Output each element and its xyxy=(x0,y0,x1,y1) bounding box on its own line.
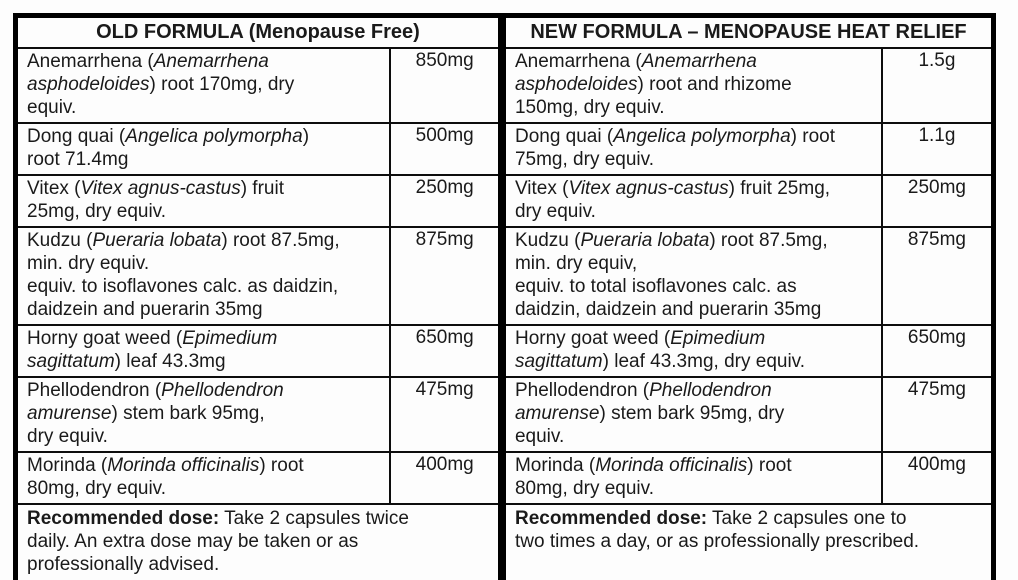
old-ingredient-cell xyxy=(16,227,391,325)
text-line: 25mg, dry equiv. xyxy=(27,201,167,222)
old-ingredient-cell xyxy=(16,48,391,123)
old-ingredient-cell xyxy=(16,452,391,504)
ingredient-row xyxy=(16,175,994,227)
text-line: Phellodendron (Phellodendron xyxy=(27,380,284,401)
old-ingredient-cell xyxy=(16,325,391,377)
text-line: amurense) stem bark 95mg, dry xyxy=(514,403,785,424)
text-line: equiv. to total isoflavones calc. as xyxy=(514,276,797,297)
text-line: equiv. to isoflavones calc. as daidzin, xyxy=(27,276,339,297)
text-line: sagittatum) leaf 43.3mg xyxy=(27,351,226,372)
text-line: root 71.4mg xyxy=(27,149,129,170)
text-line: Horny goat weed (Epimedium xyxy=(27,328,278,349)
text-line: Recommended dose: Take 2 capsules twice xyxy=(27,508,409,529)
ingredient-row xyxy=(16,227,994,325)
ingredient-row xyxy=(16,452,994,504)
new-amount-cell: 475mg xyxy=(882,377,994,452)
old-formula-recommended-dose xyxy=(16,504,502,580)
text-line: dry equiv. xyxy=(27,426,108,447)
text-line: Morinda (Morinda officinalis) root xyxy=(27,455,304,476)
old-amount-cell: 875mg xyxy=(390,227,502,325)
old-amount-cell: 400mg xyxy=(390,452,502,504)
text-line: 150mg, dry equiv. xyxy=(514,97,665,118)
new-amount-cell: 875mg xyxy=(882,227,994,325)
ingredient-row xyxy=(16,377,994,452)
old-ingredient-cell xyxy=(16,175,391,227)
new-ingredient-cell xyxy=(502,123,882,175)
text-line: asphodeloides) root 170mg, dry xyxy=(27,74,295,95)
new-ingredient-cell xyxy=(502,48,882,123)
new-ingredient-cell xyxy=(502,175,882,227)
text-line: Dong quai (Angelica polymorpha) root xyxy=(514,126,836,147)
text-line: Morinda (Morinda officinalis) root xyxy=(514,455,792,476)
text-line: Vitex (Vitex agnus-castus) fruit 25mg, xyxy=(514,178,831,199)
new-amount-cell: 250mg xyxy=(882,175,994,227)
text-line: 80mg, dry equiv. xyxy=(27,478,167,499)
ingredient-row xyxy=(16,48,994,123)
new-ingredient-cell xyxy=(502,377,882,452)
new-formula-header: NEW FORMULA – MENOPAUSE HEAT RELIEF xyxy=(502,16,994,49)
new-amount-cell: 1.1g xyxy=(882,123,994,175)
text-line: Anemarrhena (Anemarrhena xyxy=(27,51,269,72)
text-line: Phellodendron (Phellodendron xyxy=(514,380,772,401)
text-line: sagittatum) leaf 43.3mg, dry equiv. xyxy=(514,351,806,372)
text-line: asphodeloides) root and rhizome xyxy=(514,74,792,95)
text-line: Kudzu (Pueraria lobata) root 87.5mg, xyxy=(514,230,828,251)
new-amount-cell: 400mg xyxy=(882,452,994,504)
text-line: Dong quai (Angelica polymorpha) xyxy=(27,126,310,147)
old-formula-header: OLD FORMULA (Menopause Free) xyxy=(16,16,502,49)
text-line: 80mg, dry equiv. xyxy=(514,478,655,499)
new-ingredient-cell xyxy=(502,325,882,377)
new-formula-recommended-dose xyxy=(502,504,994,580)
text-line: Anemarrhena (Anemarrhena xyxy=(514,51,757,72)
footer-row xyxy=(16,504,994,580)
old-amount-cell: 475mg xyxy=(390,377,502,452)
text-line: Kudzu (Pueraria lobata) root 87.5mg, xyxy=(27,230,340,251)
text-line: professionally advised. xyxy=(27,554,220,575)
text-line: 75mg, dry equiv. xyxy=(514,149,655,170)
text-line: amurense) stem bark 95mg, xyxy=(27,403,265,424)
old-amount-cell: 500mg xyxy=(390,123,502,175)
ingredient-row xyxy=(16,325,994,377)
new-ingredient-cell xyxy=(502,452,882,504)
text-line: Vitex (Vitex agnus-castus) fruit xyxy=(27,178,284,199)
text-line: two times a day, or as professionally prescribed. xyxy=(514,531,920,552)
text-line: Horny goat weed (Epimedium xyxy=(514,328,766,349)
text-line: daidzein and puerarin 35mg xyxy=(27,299,263,320)
text-line: min. dry equiv, xyxy=(514,253,638,274)
text-line: equiv. xyxy=(514,426,565,447)
old-amount-cell: 250mg xyxy=(390,175,502,227)
text-line: daidzin, daidzein and puerarin 35mg xyxy=(514,299,822,320)
ingredient-row xyxy=(16,123,994,175)
old-amount-cell: 850mg xyxy=(390,48,502,123)
old-ingredient-cell xyxy=(16,377,391,452)
old-amount-cell: 650mg xyxy=(390,325,502,377)
text-line: min. dry equiv. xyxy=(27,253,150,274)
text-line: equiv. xyxy=(27,97,77,118)
text-line: daily. An extra dose may be taken or as xyxy=(27,531,359,552)
old-ingredient-cell xyxy=(16,123,391,175)
new-ingredient-cell xyxy=(502,227,882,325)
formula-comparison-table xyxy=(13,13,996,580)
text-line: Recommended dose: Take 2 capsules one to xyxy=(514,508,907,529)
header-row xyxy=(16,16,994,49)
text-line: dry equiv. xyxy=(514,201,596,222)
new-amount-cell: 1.5g xyxy=(882,48,994,123)
new-amount-cell: 650mg xyxy=(882,325,994,377)
